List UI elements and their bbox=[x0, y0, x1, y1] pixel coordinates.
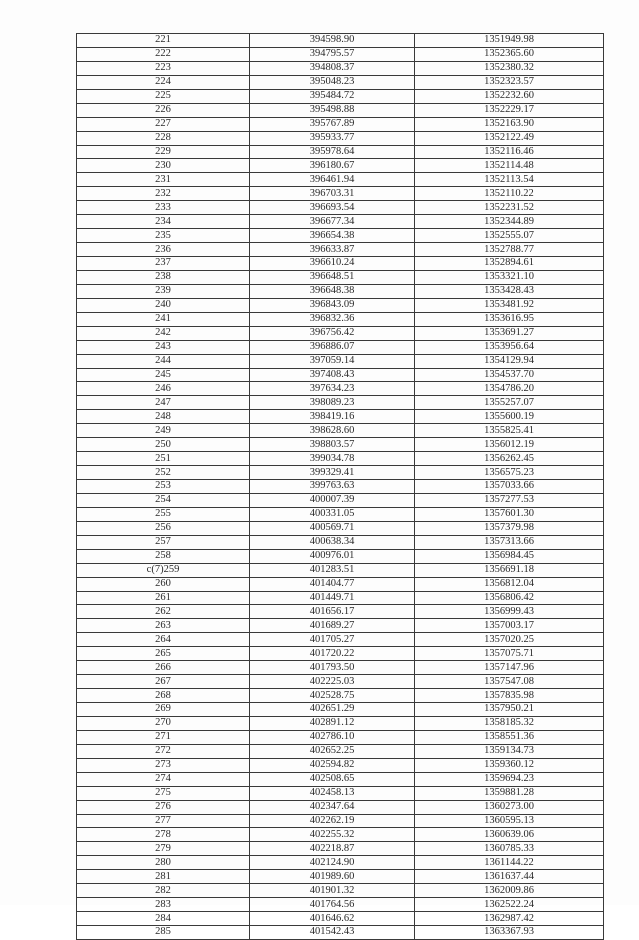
point-number-cell: 244 bbox=[77, 354, 250, 368]
point-number-cell: 228 bbox=[77, 131, 250, 145]
x-coordinate-cell: 401449.71 bbox=[250, 591, 415, 605]
y-coordinate-cell: 1352113.54 bbox=[415, 173, 604, 187]
table-row bbox=[77, 535, 604, 549]
y-coordinate-cell: 1354129.94 bbox=[415, 354, 604, 368]
table-row bbox=[77, 786, 604, 800]
point-number-cell: 277 bbox=[77, 814, 250, 828]
y-coordinate-cell: 1356806.42 bbox=[415, 591, 604, 605]
y-coordinate-cell: 1357020.25 bbox=[415, 633, 604, 647]
y-coordinate-cell: 1355825.41 bbox=[415, 424, 604, 438]
point-number-cell: 225 bbox=[77, 89, 250, 103]
point-number-cell: 247 bbox=[77, 396, 250, 410]
table-row bbox=[77, 368, 604, 382]
x-coordinate-cell: 401901.32 bbox=[250, 884, 415, 898]
point-number-cell: 258 bbox=[77, 549, 250, 563]
x-coordinate-cell: 402652.25 bbox=[250, 744, 415, 758]
y-coordinate-cell: 1352163.90 bbox=[415, 117, 604, 131]
point-number-cell: с(7)259 bbox=[77, 563, 250, 577]
y-coordinate-cell: 1362522.24 bbox=[415, 898, 604, 912]
x-coordinate-cell: 394808.37 bbox=[250, 61, 415, 75]
x-coordinate-cell: 400331.05 bbox=[250, 507, 415, 521]
table-row bbox=[77, 382, 604, 396]
table-row bbox=[77, 229, 604, 243]
y-coordinate-cell: 1360639.06 bbox=[415, 828, 604, 842]
x-coordinate-cell: 402124.90 bbox=[250, 856, 415, 870]
point-number-cell: 267 bbox=[77, 675, 250, 689]
point-number-cell: 265 bbox=[77, 647, 250, 661]
y-coordinate-cell: 1357075.71 bbox=[415, 647, 604, 661]
point-number-cell: 246 bbox=[77, 382, 250, 396]
x-coordinate-cell: 400638.34 bbox=[250, 535, 415, 549]
table-row bbox=[77, 703, 604, 717]
point-number-cell: 256 bbox=[77, 521, 250, 535]
x-coordinate-cell: 395933.77 bbox=[250, 131, 415, 145]
x-coordinate-cell: 395978.64 bbox=[250, 145, 415, 159]
table-row bbox=[77, 772, 604, 786]
table-row bbox=[77, 577, 604, 591]
x-coordinate-cell: 402225.03 bbox=[250, 675, 415, 689]
point-number-cell: 271 bbox=[77, 730, 250, 744]
x-coordinate-cell: 395484.72 bbox=[250, 89, 415, 103]
table-row bbox=[77, 605, 604, 619]
y-coordinate-cell: 1353321.10 bbox=[415, 270, 604, 284]
table-row bbox=[77, 842, 604, 856]
point-number-cell: 238 bbox=[77, 270, 250, 284]
y-coordinate-cell: 1362009.86 bbox=[415, 884, 604, 898]
x-coordinate-cell: 400976.01 bbox=[250, 549, 415, 563]
table-row bbox=[77, 326, 604, 340]
x-coordinate-cell: 402255.32 bbox=[250, 828, 415, 842]
point-number-cell: 254 bbox=[77, 493, 250, 507]
y-coordinate-cell: 1353428.43 bbox=[415, 284, 604, 298]
y-coordinate-cell: 1357379.98 bbox=[415, 521, 604, 535]
y-coordinate-cell: 1352114.48 bbox=[415, 159, 604, 173]
point-number-cell: 235 bbox=[77, 229, 250, 243]
y-coordinate-cell: 1353616.95 bbox=[415, 312, 604, 326]
x-coordinate-cell: 401404.77 bbox=[250, 577, 415, 591]
point-number-cell: 262 bbox=[77, 605, 250, 619]
y-coordinate-cell: 1358551.36 bbox=[415, 730, 604, 744]
x-coordinate-cell: 401764.56 bbox=[250, 898, 415, 912]
table-row bbox=[77, 814, 604, 828]
table-row bbox=[77, 800, 604, 814]
x-coordinate-cell: 402218.87 bbox=[250, 842, 415, 856]
table-row bbox=[77, 159, 604, 173]
point-number-cell: 252 bbox=[77, 466, 250, 480]
y-coordinate-cell: 1356812.04 bbox=[415, 577, 604, 591]
point-number-cell: 232 bbox=[77, 187, 250, 201]
point-number-cell: 231 bbox=[77, 173, 250, 187]
table-row bbox=[77, 452, 604, 466]
table-row bbox=[77, 716, 604, 730]
y-coordinate-cell: 1359881.28 bbox=[415, 786, 604, 800]
y-coordinate-cell: 1352788.77 bbox=[415, 243, 604, 257]
y-coordinate-cell: 1352231.52 bbox=[415, 201, 604, 215]
point-number-cell: 251 bbox=[77, 452, 250, 466]
y-coordinate-cell: 1352555.07 bbox=[415, 229, 604, 243]
point-number-cell: 239 bbox=[77, 284, 250, 298]
point-number-cell: 227 bbox=[77, 117, 250, 131]
point-number-cell: 276 bbox=[77, 800, 250, 814]
point-number-cell: 249 bbox=[77, 424, 250, 438]
point-number-cell: 270 bbox=[77, 716, 250, 730]
y-coordinate-cell: 1351949.98 bbox=[415, 34, 604, 48]
point-number-cell: 236 bbox=[77, 243, 250, 257]
table-row bbox=[77, 354, 604, 368]
table-row bbox=[77, 173, 604, 187]
table-row bbox=[77, 730, 604, 744]
point-number-cell: 266 bbox=[77, 661, 250, 675]
x-coordinate-cell: 396648.51 bbox=[250, 270, 415, 284]
x-coordinate-cell: 397059.14 bbox=[250, 354, 415, 368]
y-coordinate-cell: 1353691.27 bbox=[415, 326, 604, 340]
point-number-cell: 269 bbox=[77, 703, 250, 717]
x-coordinate-cell: 398628.60 bbox=[250, 424, 415, 438]
table-row bbox=[77, 507, 604, 521]
table-row bbox=[77, 131, 604, 145]
table-row bbox=[77, 744, 604, 758]
y-coordinate-cell: 1356999.43 bbox=[415, 605, 604, 619]
table-row bbox=[77, 298, 604, 312]
y-coordinate-cell: 1361637.44 bbox=[415, 870, 604, 884]
x-coordinate-cell: 402528.75 bbox=[250, 689, 415, 703]
y-coordinate-cell: 1358185.32 bbox=[415, 716, 604, 730]
y-coordinate-cell: 1362987.42 bbox=[415, 912, 604, 926]
point-number-cell: 284 bbox=[77, 912, 250, 926]
y-coordinate-cell: 1357313.66 bbox=[415, 535, 604, 549]
y-coordinate-cell: 1360273.00 bbox=[415, 800, 604, 814]
point-number-cell: 226 bbox=[77, 103, 250, 117]
y-coordinate-cell: 1352122.49 bbox=[415, 131, 604, 145]
table-row bbox=[77, 619, 604, 633]
y-coordinate-cell: 1359134.73 bbox=[415, 744, 604, 758]
y-coordinate-cell: 1352232.60 bbox=[415, 89, 604, 103]
x-coordinate-cell: 401646.62 bbox=[250, 912, 415, 926]
x-coordinate-cell: 399329.41 bbox=[250, 466, 415, 480]
y-coordinate-cell: 1357601.30 bbox=[415, 507, 604, 521]
x-coordinate-cell: 396693.54 bbox=[250, 201, 415, 215]
x-coordinate-cell: 399763.63 bbox=[250, 480, 415, 494]
x-coordinate-cell: 395498.88 bbox=[250, 103, 415, 117]
point-number-cell: 260 bbox=[77, 577, 250, 591]
point-number-cell: 253 bbox=[77, 480, 250, 494]
x-coordinate-cell: 401689.27 bbox=[250, 619, 415, 633]
x-coordinate-cell: 398089.23 bbox=[250, 396, 415, 410]
x-coordinate-cell: 401720.22 bbox=[250, 647, 415, 661]
point-number-cell: 268 bbox=[77, 689, 250, 703]
table-row bbox=[77, 870, 604, 884]
x-coordinate-cell: 396703.31 bbox=[250, 187, 415, 201]
table-row bbox=[77, 410, 604, 424]
point-number-cell: 248 bbox=[77, 410, 250, 424]
table-row bbox=[77, 563, 604, 577]
x-coordinate-cell: 396677.34 bbox=[250, 215, 415, 229]
table-row bbox=[77, 284, 604, 298]
y-coordinate-cell: 1359360.12 bbox=[415, 758, 604, 772]
x-coordinate-cell: 396832.36 bbox=[250, 312, 415, 326]
x-coordinate-cell: 394795.57 bbox=[250, 47, 415, 61]
table-row bbox=[77, 480, 604, 494]
point-number-cell: 272 bbox=[77, 744, 250, 758]
x-coordinate-cell: 396756.42 bbox=[250, 326, 415, 340]
x-coordinate-cell: 401793.50 bbox=[250, 661, 415, 675]
table-row bbox=[77, 34, 604, 48]
y-coordinate-cell: 1357835.98 bbox=[415, 689, 604, 703]
point-number-cell: 257 bbox=[77, 535, 250, 549]
point-number-cell: 250 bbox=[77, 438, 250, 452]
y-coordinate-cell: 1352344.89 bbox=[415, 215, 604, 229]
table-row bbox=[77, 884, 604, 898]
y-coordinate-cell: 1357147.96 bbox=[415, 661, 604, 675]
point-number-cell: 223 bbox=[77, 61, 250, 75]
point-number-cell: 240 bbox=[77, 298, 250, 312]
table-row bbox=[77, 661, 604, 675]
point-number-cell: 222 bbox=[77, 47, 250, 61]
y-coordinate-cell: 1356691.18 bbox=[415, 563, 604, 577]
x-coordinate-cell: 396180.67 bbox=[250, 159, 415, 173]
x-coordinate-cell: 399034.78 bbox=[250, 452, 415, 466]
x-coordinate-cell: 396648.38 bbox=[250, 284, 415, 298]
table-row bbox=[77, 396, 604, 410]
y-coordinate-cell: 1352110.22 bbox=[415, 187, 604, 201]
y-coordinate-cell: 1360785.33 bbox=[415, 842, 604, 856]
x-coordinate-cell: 400569.71 bbox=[250, 521, 415, 535]
point-number-cell: 274 bbox=[77, 772, 250, 786]
x-coordinate-cell: 394598.90 bbox=[250, 34, 415, 48]
table-row bbox=[77, 89, 604, 103]
y-coordinate-cell: 1353956.64 bbox=[415, 340, 604, 354]
point-number-cell: 261 bbox=[77, 591, 250, 605]
x-coordinate-cell: 397408.43 bbox=[250, 368, 415, 382]
point-number-cell: 263 bbox=[77, 619, 250, 633]
x-coordinate-cell: 402594.82 bbox=[250, 758, 415, 772]
coordinates-table bbox=[76, 33, 604, 940]
table-row bbox=[77, 215, 604, 229]
y-coordinate-cell: 1356012.19 bbox=[415, 438, 604, 452]
y-coordinate-cell: 1354786.20 bbox=[415, 382, 604, 396]
x-coordinate-cell: 398803.57 bbox=[250, 438, 415, 452]
x-coordinate-cell: 398419.16 bbox=[250, 410, 415, 424]
x-coordinate-cell: 396461.94 bbox=[250, 173, 415, 187]
y-coordinate-cell: 1352323.57 bbox=[415, 75, 604, 89]
table-row bbox=[77, 466, 604, 480]
table-row bbox=[77, 493, 604, 507]
point-number-cell: 230 bbox=[77, 159, 250, 173]
coordinates-table-body bbox=[77, 34, 604, 940]
point-number-cell: 285 bbox=[77, 926, 250, 940]
y-coordinate-cell: 1356984.45 bbox=[415, 549, 604, 563]
y-coordinate-cell: 1363367.93 bbox=[415, 926, 604, 940]
x-coordinate-cell: 396843.09 bbox=[250, 298, 415, 312]
table-row bbox=[77, 438, 604, 452]
table-row bbox=[77, 340, 604, 354]
table-row bbox=[77, 145, 604, 159]
point-number-cell: 243 bbox=[77, 340, 250, 354]
y-coordinate-cell: 1352229.17 bbox=[415, 103, 604, 117]
point-number-cell: 264 bbox=[77, 633, 250, 647]
y-coordinate-cell: 1352894.61 bbox=[415, 257, 604, 271]
point-number-cell: 237 bbox=[77, 257, 250, 271]
x-coordinate-cell: 402651.29 bbox=[250, 703, 415, 717]
y-coordinate-cell: 1357033.66 bbox=[415, 480, 604, 494]
x-coordinate-cell: 402262.19 bbox=[250, 814, 415, 828]
x-coordinate-cell: 401656.17 bbox=[250, 605, 415, 619]
point-number-cell: 234 bbox=[77, 215, 250, 229]
table-row bbox=[77, 828, 604, 842]
y-coordinate-cell: 1353481.92 bbox=[415, 298, 604, 312]
point-number-cell: 242 bbox=[77, 326, 250, 340]
point-number-cell: 221 bbox=[77, 34, 250, 48]
point-number-cell: 233 bbox=[77, 201, 250, 215]
y-coordinate-cell: 1352116.46 bbox=[415, 145, 604, 159]
y-coordinate-cell: 1352380.32 bbox=[415, 61, 604, 75]
table-row bbox=[77, 647, 604, 661]
table-row bbox=[77, 75, 604, 89]
x-coordinate-cell: 402786.10 bbox=[250, 730, 415, 744]
x-coordinate-cell: 402458.13 bbox=[250, 786, 415, 800]
table-row bbox=[77, 47, 604, 61]
x-coordinate-cell: 402347.64 bbox=[250, 800, 415, 814]
x-coordinate-cell: 401542.43 bbox=[250, 926, 415, 940]
point-number-cell: 283 bbox=[77, 898, 250, 912]
point-number-cell: 273 bbox=[77, 758, 250, 772]
point-number-cell: 279 bbox=[77, 842, 250, 856]
table-row bbox=[77, 521, 604, 535]
table-row bbox=[77, 856, 604, 870]
point-number-cell: 281 bbox=[77, 870, 250, 884]
table-row bbox=[77, 103, 604, 117]
y-coordinate-cell: 1361144.22 bbox=[415, 856, 604, 870]
point-number-cell: 255 bbox=[77, 507, 250, 521]
table-row bbox=[77, 201, 604, 215]
table-row bbox=[77, 633, 604, 647]
point-number-cell: 275 bbox=[77, 786, 250, 800]
table-row bbox=[77, 926, 604, 940]
y-coordinate-cell: 1355600.19 bbox=[415, 410, 604, 424]
table-row bbox=[77, 243, 604, 257]
table-row bbox=[77, 912, 604, 926]
table-row bbox=[77, 424, 604, 438]
table-row bbox=[77, 257, 604, 271]
x-coordinate-cell: 396886.07 bbox=[250, 340, 415, 354]
table-row bbox=[77, 675, 604, 689]
x-coordinate-cell: 395767.89 bbox=[250, 117, 415, 131]
point-number-cell: 245 bbox=[77, 368, 250, 382]
y-coordinate-cell: 1352365.60 bbox=[415, 47, 604, 61]
y-coordinate-cell: 1356262.45 bbox=[415, 452, 604, 466]
y-coordinate-cell: 1357950.21 bbox=[415, 703, 604, 717]
x-coordinate-cell: 400007.39 bbox=[250, 493, 415, 507]
y-coordinate-cell: 1355257.07 bbox=[415, 396, 604, 410]
y-coordinate-cell: 1357547.08 bbox=[415, 675, 604, 689]
table-row bbox=[77, 270, 604, 284]
table-row bbox=[77, 117, 604, 131]
x-coordinate-cell: 401989.60 bbox=[250, 870, 415, 884]
table-row bbox=[77, 61, 604, 75]
point-number-cell: 229 bbox=[77, 145, 250, 159]
table-row bbox=[77, 549, 604, 563]
table-row bbox=[77, 312, 604, 326]
table-row bbox=[77, 187, 604, 201]
y-coordinate-cell: 1354537.70 bbox=[415, 368, 604, 382]
x-coordinate-cell: 402508.65 bbox=[250, 772, 415, 786]
point-number-cell: 282 bbox=[77, 884, 250, 898]
y-coordinate-cell: 1357277.53 bbox=[415, 493, 604, 507]
table-row bbox=[77, 689, 604, 703]
y-coordinate-cell: 1360595.13 bbox=[415, 814, 604, 828]
x-coordinate-cell: 397634.23 bbox=[250, 382, 415, 396]
x-coordinate-cell: 401283.51 bbox=[250, 563, 415, 577]
x-coordinate-cell: 396654.38 bbox=[250, 229, 415, 243]
point-number-cell: 278 bbox=[77, 828, 250, 842]
y-coordinate-cell: 1359694.23 bbox=[415, 772, 604, 786]
x-coordinate-cell: 401705.27 bbox=[250, 633, 415, 647]
point-number-cell: 224 bbox=[77, 75, 250, 89]
table-row bbox=[77, 591, 604, 605]
table-row bbox=[77, 758, 604, 772]
point-number-cell: 241 bbox=[77, 312, 250, 326]
x-coordinate-cell: 402891.12 bbox=[250, 716, 415, 730]
y-coordinate-cell: 1357003.17 bbox=[415, 619, 604, 633]
point-number-cell: 280 bbox=[77, 856, 250, 870]
y-coordinate-cell: 1356575.23 bbox=[415, 466, 604, 480]
x-coordinate-cell: 396610.24 bbox=[250, 257, 415, 271]
x-coordinate-cell: 396633.87 bbox=[250, 243, 415, 257]
x-coordinate-cell: 395048.23 bbox=[250, 75, 415, 89]
